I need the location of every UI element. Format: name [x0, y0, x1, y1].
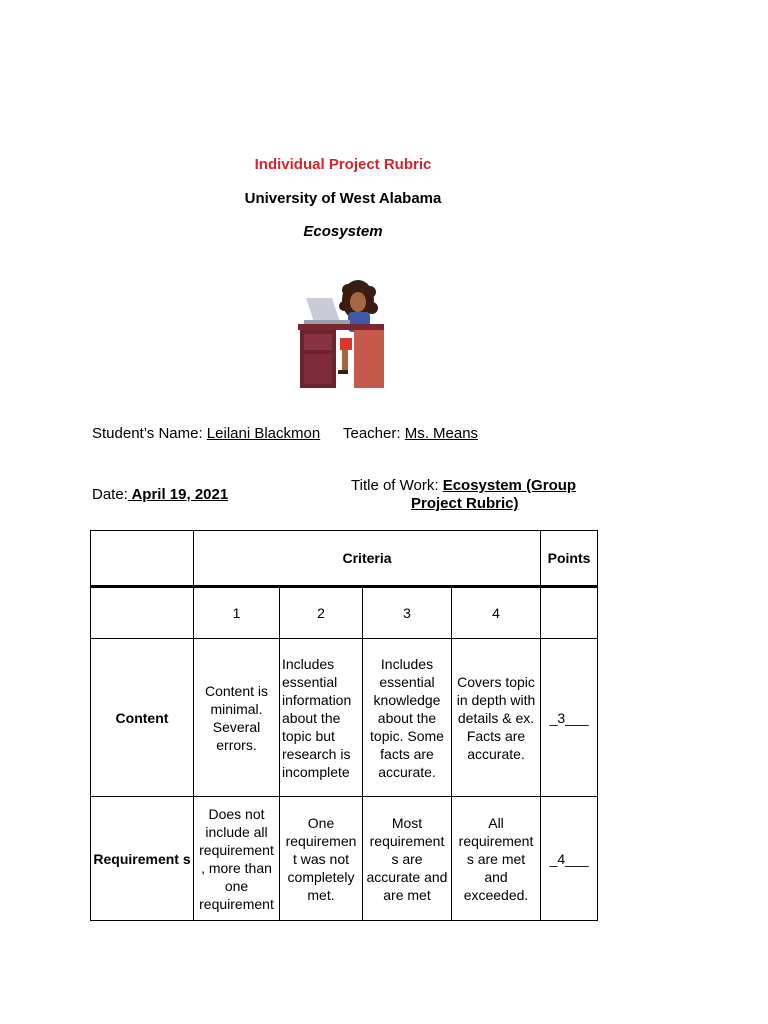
rubric-cell: All requirement s are met and exceeded. — [452, 797, 541, 921]
date-label: Date: — [92, 486, 128, 503]
level-4: 4 — [452, 587, 541, 639]
table-header-row — [91, 531, 598, 587]
student-at-desk-illustration — [296, 276, 390, 390]
student-name-line — [92, 425, 320, 442]
row-name-content: Content — [91, 639, 194, 797]
university-name: University of West Alabama — [244, 190, 442, 207]
header-empty-cell — [91, 531, 194, 587]
levels-row — [91, 587, 598, 639]
rubric-cell: Does not include all requirement , more than one requirement — [194, 797, 280, 921]
table-row — [91, 797, 598, 921]
points-header: Points — [541, 531, 598, 587]
title-of-work-line — [351, 477, 576, 494]
rubric-cell: One requiremen t was not completely met. — [280, 797, 363, 921]
rubric-cell: Most requirement s are accurate and are met — [363, 797, 452, 921]
rubric-cell: Covers topic in depth with details & ex. Facts are accurate. — [452, 639, 541, 797]
rubric-cell: Includes essential information about the topic but research is incomplete — [280, 639, 363, 797]
level-3: 3 — [363, 587, 452, 639]
criteria-header: Criteria — [194, 531, 541, 587]
date-line — [92, 486, 228, 503]
student-name-value: Leilani Blackmon — [206, 425, 321, 442]
rubric-cell: Content is minimal. Several errors. — [194, 639, 280, 797]
table-row — [91, 639, 598, 797]
rubric-table — [90, 530, 598, 921]
document-title: Individual Project Rubric — [254, 156, 432, 173]
points-value: _3___ — [541, 639, 598, 797]
teacher-value: Ms. Means — [404, 425, 479, 442]
date-value: April 19, 2021 — [127, 486, 229, 503]
rubric-cell: Includes essential knowledge about the topic. Some facts are accurate. — [363, 639, 452, 797]
levels-empty-cell — [91, 587, 194, 639]
topic-title: Ecosystem — [303, 223, 383, 240]
row-name-requirements: Requirement s — [91, 797, 194, 921]
student-name-label: Student’s Name: — [92, 425, 207, 442]
teacher-line — [343, 425, 478, 442]
points-value: _4___ — [541, 797, 598, 921]
level-2: 2 — [280, 587, 363, 639]
title-of-work-label: Title of Work: — [351, 477, 443, 494]
title-of-work-value-1: Ecosystem (Group — [442, 477, 577, 494]
title-of-work-value-2: Project Rubric) — [411, 495, 519, 512]
teacher-label: Teacher: — [343, 425, 405, 442]
level-1: 1 — [194, 587, 280, 639]
levels-points-cell — [541, 587, 598, 639]
